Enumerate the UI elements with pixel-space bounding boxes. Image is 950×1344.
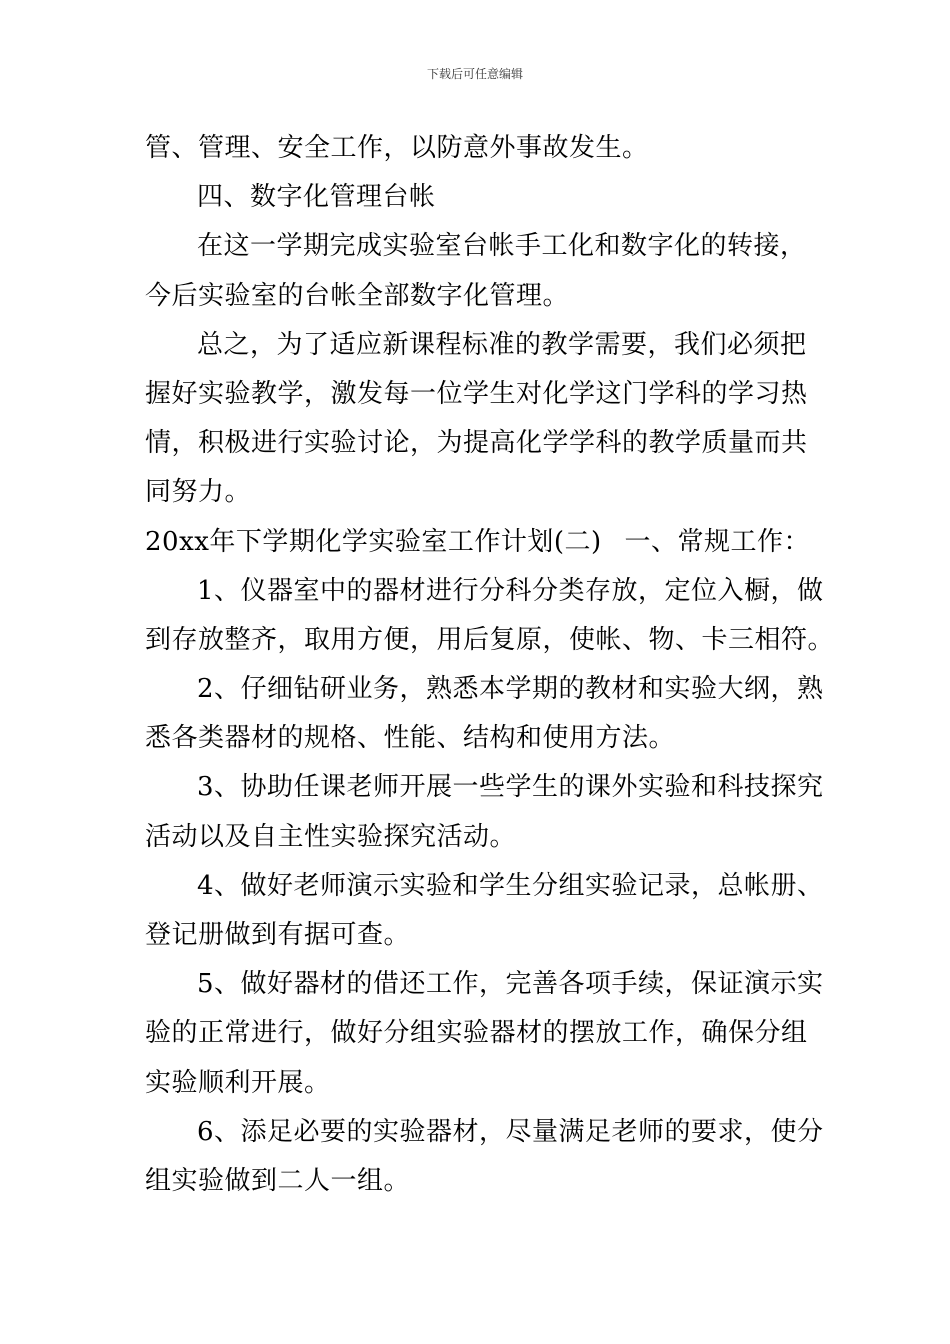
document-body (145, 124, 835, 1206)
paragraph-line: 登记册做到有据可查。 (145, 920, 411, 950)
list-item-4: 4、做好老师演示实验和学生分组实验记录，总帐册、 (197, 870, 824, 901)
list-item-2: 2、仔细钻研业务，熟悉本学期的教材和实验大纲，熟 (197, 674, 824, 705)
paragraph-line: 同努力。 (145, 477, 252, 508)
list-item-5: 5、做好器材的借还工作，完善各项手续，保证演示实 (197, 969, 824, 1000)
list-item-3: 3、协助任课老师开展一些学生的课外实验和科技探究 (197, 772, 824, 803)
paragraph-line: 活动以及自主性实验探究活动。 (145, 821, 517, 852)
section-heading-digital-ledger: 四、数字化管理台帐 (197, 182, 436, 213)
plan-title: 20xx年下学期化学实验室工作计划(二) (145, 526, 602, 557)
paragraph-line: 组实验做到二人一组。 (145, 1165, 411, 1196)
paragraph-line: 实验顺利开展。 (145, 1067, 331, 1098)
list-item-6: 6、添足必要的实验器材，尽量满足老师的要求，使分 (197, 1116, 824, 1147)
list-item-1: 1、仪器室中的器材进行分科分类存放，定位入橱，做 (197, 575, 824, 606)
paragraph-line: 情，积极进行实验讨论，为提高化学学科的教学质量而共 (145, 428, 808, 459)
routine-work-heading: 一、常规工作： (624, 526, 810, 557)
paragraph-line: 握好实验教学，激发每一位学生对化学这门学科的学习热 (145, 378, 808, 409)
header-note: 下载后可任意编辑 (426, 67, 523, 81)
paragraph-line: 今后实验室的台帐全部数字化管理。 (145, 280, 570, 311)
paragraph-line: 到存放整齐，取用方便，用后复原，使帐、物、卡三相符。 (145, 624, 835, 655)
paragraph-line: 管、管理、安全工作，以防意外事故发生。 (145, 133, 649, 163)
plan-title-line (145, 518, 810, 567)
paragraph-line: 在这一学期完成实验室台帐手工化和数字化的转接， (197, 231, 807, 262)
paragraph-line: 总之，为了适应新课程标准的教学需要，我们必须把 (197, 329, 807, 360)
paragraph-line: 验的正常进行，做好分组实验器材的摆放工作，确保分组 (145, 1018, 808, 1049)
paragraph-line: 悉各类器材的规格、性能、结构和使用方法。 (145, 723, 676, 754)
